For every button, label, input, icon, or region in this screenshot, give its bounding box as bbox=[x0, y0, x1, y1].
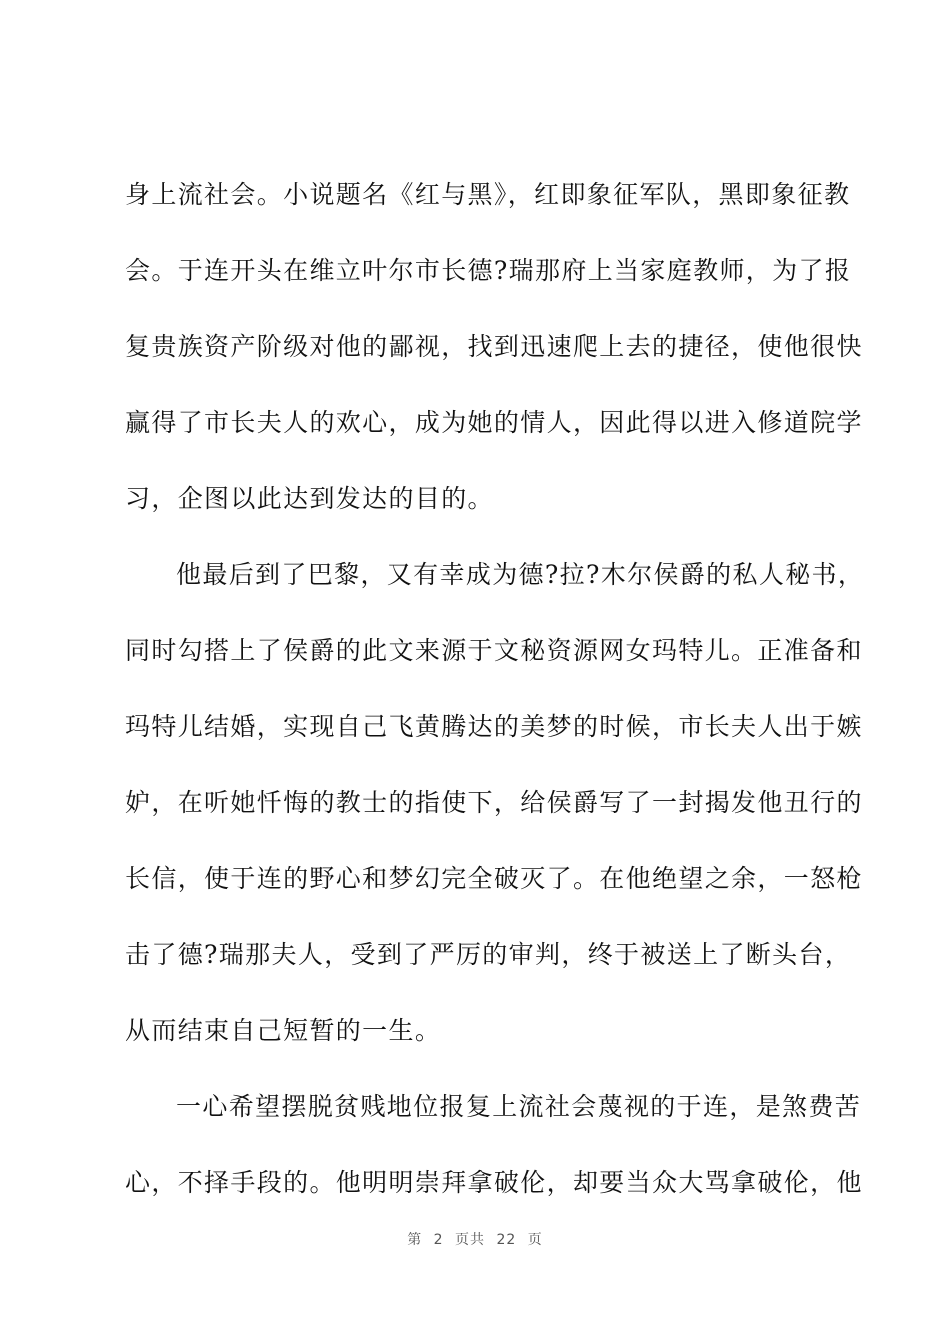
paragraph-2-line-3: 玛特儿结婚，实现自己飞黄腾达的美梦的时候，市长夫人出于嫉 bbox=[125, 712, 863, 741]
paragraph-2-line-7: 从而结束自己短暂的一生。 bbox=[125, 1016, 442, 1045]
paragraph-3-line-1: 一心希望摆脱贫贱地位报复上流社会蔑视的于连，是煞费苦 bbox=[176, 1092, 862, 1121]
paragraph-1-line-3: 复贵族资产阶级对他的鄙视，找到迅速爬上去的捷径，使他很快 bbox=[125, 332, 863, 361]
paragraph-2-line-2: 同时勾搭上了侯爵的此文来源于文秘资源网女玛特儿。正准备和 bbox=[125, 636, 863, 665]
paragraph-2-line-4: 妒，在听她忏悔的教士的指使下，给侯爵写了一封揭发他丑行的 bbox=[125, 788, 863, 817]
paragraph-1-line-5: 习，企图以此达到发达的目的。 bbox=[125, 484, 494, 513]
page-number-footer: 第 2 页共 22 页 bbox=[407, 1232, 543, 1248]
paragraph-2-line-5: 长信，使于连的野心和梦幻完全破灭了。在他绝望之余，一怒枪 bbox=[125, 864, 863, 893]
paragraph-3-line-2: 心，不择手段的。他明明崇拜拿破伦，却要当众大骂拿破伦，他 bbox=[125, 1168, 863, 1197]
paragraph-2-line-1: 他最后到了巴黎，又有幸成为德?拉?木尔侯爵的私人秘书， bbox=[176, 560, 865, 589]
paragraph-1-line-4: 赢得了市长夫人的欢心，成为她的情人，因此得以进入修道院学 bbox=[125, 408, 863, 437]
paragraph-2-line-6: 击了德?瑞那夫人，受到了严厉的审判，终于被送上了断头台， bbox=[125, 940, 852, 969]
paragraph-1-line-2: 会。于连开头在维立叶尔市长德?瑞那府上当家庭教师，为了报 bbox=[125, 256, 852, 285]
paragraph-1-line-1: 身上流社会。小说题名《红与黑》，红即象征军队，黑即象征教 bbox=[125, 180, 851, 209]
